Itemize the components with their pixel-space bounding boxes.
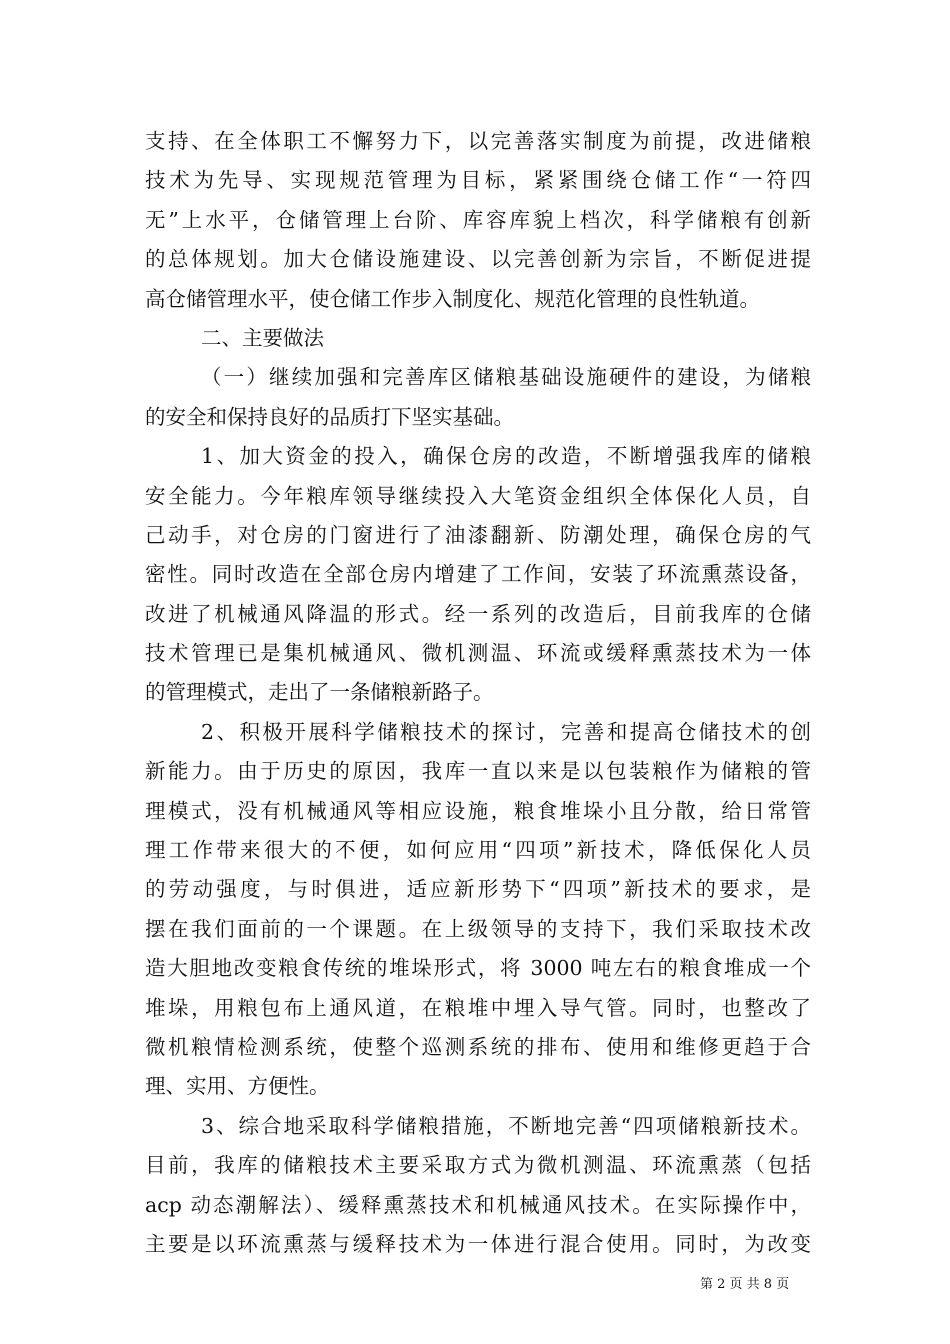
text-line: 改进了机械通风降温的形式。经一系列的改造后，目前我库的仓储	[145, 601, 811, 626]
document-body	[145, 122, 811, 1264]
text-line: 高仓储管理水平，使仓储工作步入制度化、规范化管理的良性轨道。	[145, 286, 760, 311]
text-line: 技术管理已是集机械通风、微机测温、环流或缓释熏蒸技术为一体	[145, 641, 811, 666]
text-line: 技术为先导、实现规范管理为目标，紧紧围绕仓储工作“一符四	[145, 168, 811, 193]
text-line: 己动手，对仓房的门窗进行了油漆翻新、防潮处理，确保仓房的气	[145, 522, 811, 547]
page-number: 第 2 页 共 8 页	[700, 1277, 790, 1292]
text-line: 的劳动强度，与时俱进，适应新形势下“四项”新技术的要求，是	[145, 877, 811, 902]
text-line: 无”上水平，仓储管理上台阶、库容库貌上档次，科学储粮有创新	[145, 207, 811, 232]
text-line: 堆垛，用粮包布上通风道，在粮堆中埋入导气管。同时，也整改了	[145, 995, 811, 1020]
text-line: 理工作带来很大的不便，如何应用“四项”新技术，降低保化人员	[145, 838, 811, 863]
text-line: （一）继续加强和完善库区储粮基础设施硬件的建设，为储粮	[201, 365, 811, 390]
text-line: 目前，我库的储粮技术主要采取方式为微机测温、环流熏蒸（包括	[145, 1153, 811, 1178]
text-line: 造大胆地改变粮食传统的堆垛形式，将 3000 吨左右的粮食堆成一个	[145, 956, 811, 981]
text-line: 主要是以环流熏蒸与缓释技术为一体进行混合使用。同时，为改变	[145, 1231, 811, 1256]
text-line: 的安全和保持良好的品质打下坚实基础。	[145, 404, 514, 429]
text-line: 理模式，没有机械通风等相应设施，粮食堆垛小且分散，给日常管	[145, 798, 811, 823]
text-line: 摆在我们面前的一个课题。在上级领导的支持下，我们采取技术改	[145, 916, 811, 941]
text-line: 密性。同时改造在全部仓房内增建了工作间，安装了环流熏蒸设备，	[145, 562, 811, 587]
text-line: 二、主要做法	[201, 325, 324, 350]
text-line: 支持、在全体职工不懈努力下，以完善落实制度为前提，改进储粮	[145, 129, 811, 153]
text-line: 1、加大资金的投入，确保仓房的改造，不断增强我库的储粮	[201, 444, 811, 469]
text-line: 的管理模式，走出了一条储粮新路子。	[145, 680, 494, 705]
text-line: 理、实用、方便性。	[145, 1074, 330, 1099]
text-line: acp 动态潮解法）、缓释熏蒸技术和机械通风技术。在实际操作中，	[145, 1192, 811, 1217]
text-line: 安全能力。今年粮库领导继续投入大笔资金组织全体保化人员，自	[145, 483, 811, 508]
text-line: 的总体规划。加大仓储设施建设、以完善创新为宗旨，不断促进提	[145, 247, 811, 272]
text-line: 2、积极开展科学储粮技术的探讨，完善和提高仓储技术的创	[201, 719, 811, 744]
text-line: 3、综合地采取科学储粮措施，不断地完善“四项储粮新技术。	[201, 1113, 811, 1138]
text-line: 微机粮情检测系统，使整个巡测系统的排布、使用和维修更趋于合	[145, 1034, 811, 1059]
text-line: 新能力。由于历史的原因，我库一直以来是以包装粮作为储粮的管	[145, 759, 811, 784]
